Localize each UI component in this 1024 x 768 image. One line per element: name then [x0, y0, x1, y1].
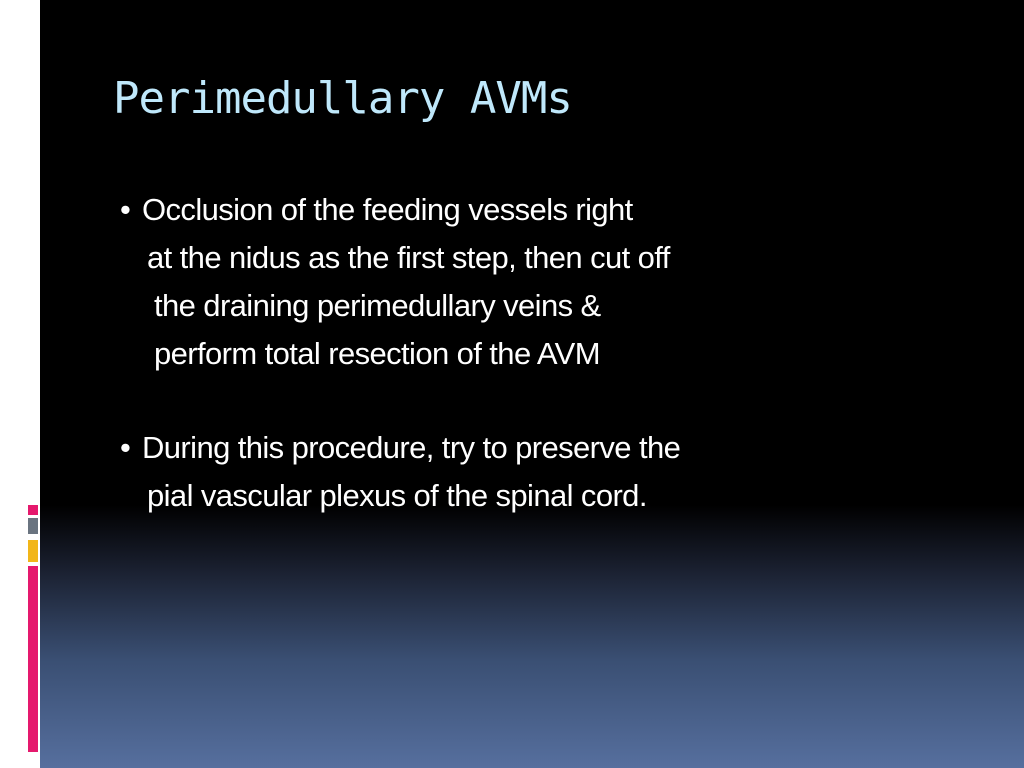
slide-title: Perimedullary AVMs: [113, 73, 572, 124]
accent-bar-pink-long: [28, 566, 38, 752]
accent-bar-grey: [28, 518, 38, 534]
bullet-1-line-3: the draining perimedullary veins &: [154, 288, 601, 323]
bullet-icon: •: [120, 430, 131, 465]
bullet-1-line-4: perform total resection of the AVM: [154, 336, 600, 371]
bullet-1-line-1: • Occlusion of the feeding vessels right: [120, 190, 633, 230]
bullet-1-line-2: at the nidus as the first step, then cut off: [147, 240, 670, 275]
bullet-2-line-1: • During this procedure, try to preserve the: [120, 428, 680, 468]
bullet-2-line-2: pial vascular plexus of the spinal cord.: [147, 478, 647, 513]
left-accent-strip: [0, 0, 40, 768]
accent-bar-pink-top: [28, 505, 38, 515]
bullet-icon: •: [120, 192, 131, 227]
accent-bar-gold: [28, 540, 38, 562]
